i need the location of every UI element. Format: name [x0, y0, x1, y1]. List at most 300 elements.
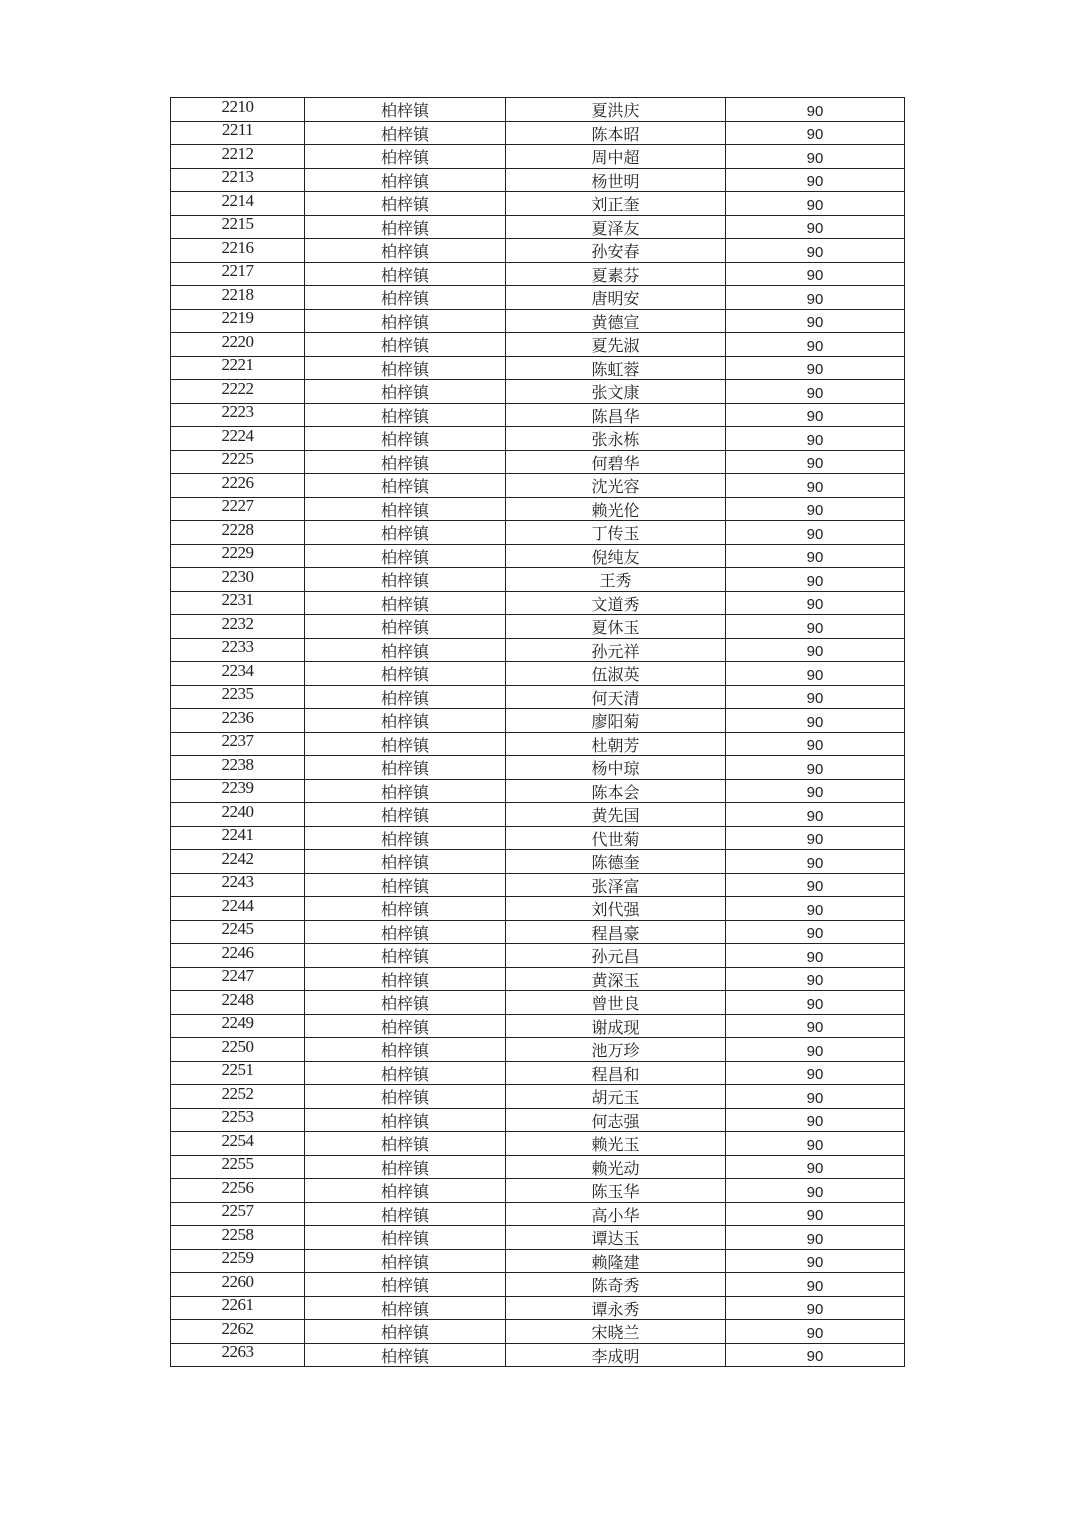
- person-name-cell: [506, 709, 726, 733]
- row-number-cell: [171, 1320, 305, 1344]
- town-cell: [305, 1320, 506, 1344]
- town-name: 柏梓镇: [380, 970, 429, 990]
- town-cell: [305, 215, 506, 239]
- amount-cell: [726, 309, 905, 333]
- person-name: 李成明: [591, 1346, 640, 1366]
- table-row: [171, 826, 905, 850]
- town-cell: [305, 1343, 506, 1367]
- person-name-cell: [506, 850, 726, 874]
- person-name: 胡元玉: [591, 1088, 640, 1108]
- person-name: 陈奇秀: [591, 1276, 640, 1296]
- row-number: 2253: [221, 1108, 254, 1127]
- amount-cell: [726, 356, 905, 380]
- amount-value: 90: [806, 619, 824, 637]
- town-name: 柏梓镇: [380, 124, 429, 144]
- row-number-cell: [171, 967, 305, 991]
- amount-cell: [726, 803, 905, 827]
- row-number-cell: [171, 450, 305, 474]
- person-name: 曾世良: [591, 994, 640, 1014]
- row-number-cell: [171, 1249, 305, 1273]
- town-name: 柏梓镇: [380, 1088, 429, 1108]
- person-name-cell: [506, 1249, 726, 1273]
- table-row: [171, 497, 905, 521]
- amount-value: 90: [806, 1089, 824, 1107]
- table-row: [171, 380, 905, 404]
- row-number: 2243: [221, 873, 254, 892]
- town-name: 柏梓镇: [380, 641, 429, 661]
- town-cell: [305, 145, 506, 169]
- person-name: 孙元昌: [591, 947, 640, 967]
- person-name: 黄德宣: [591, 312, 640, 332]
- amount-value: 90: [806, 1183, 824, 1201]
- town-cell: [305, 638, 506, 662]
- table-row: [171, 239, 905, 263]
- row-number: 2248: [221, 990, 254, 1009]
- table-row: [171, 1343, 905, 1367]
- table-row: [171, 474, 905, 498]
- person-name-cell: [506, 756, 726, 780]
- town-cell: [305, 920, 506, 944]
- person-name: 陈虹蓉: [591, 359, 640, 379]
- person-name: 何碧华: [591, 453, 640, 473]
- amount-value: 90: [806, 267, 824, 285]
- amount-value: 90: [806, 314, 824, 332]
- row-number: 2219: [221, 309, 254, 328]
- row-number-cell: [171, 826, 305, 850]
- row-number: 2238: [221, 755, 254, 774]
- row-number-cell: [171, 286, 305, 310]
- town-cell: [305, 873, 506, 897]
- row-number-cell: [171, 1202, 305, 1226]
- row-number: 2255: [221, 1155, 254, 1174]
- town-cell: [305, 1108, 506, 1132]
- person-name-cell: [506, 1155, 726, 1179]
- town-name: 柏梓镇: [380, 1041, 429, 1061]
- town-name: 柏梓镇: [380, 1111, 429, 1131]
- amount-cell: [726, 1132, 905, 1156]
- table-row: [171, 568, 905, 592]
- amount-cell: [726, 732, 905, 756]
- amount-value: 90: [806, 596, 824, 614]
- amount-value: 90: [806, 737, 824, 755]
- row-number-cell: [171, 944, 305, 968]
- town-cell: [305, 991, 506, 1015]
- town-name: 柏梓镇: [380, 829, 429, 849]
- row-number: 2242: [221, 849, 254, 868]
- person-name-cell: [506, 732, 726, 756]
- amount-value: 90: [806, 572, 824, 590]
- person-name-cell: [506, 662, 726, 686]
- person-name: 夏洪庆: [591, 101, 640, 121]
- row-number-cell: [171, 591, 305, 615]
- table-row: [171, 168, 905, 192]
- town-cell: [305, 897, 506, 921]
- row-number: 2247: [221, 967, 254, 986]
- town-name: 柏梓镇: [380, 524, 429, 544]
- town-name: 柏梓镇: [380, 148, 429, 168]
- amount-value: 90: [806, 408, 824, 426]
- row-number-cell: [171, 544, 305, 568]
- table-row: [171, 1155, 905, 1179]
- table-row: [171, 1320, 905, 1344]
- town-name: 柏梓镇: [380, 594, 429, 614]
- person-name: 代世菊: [591, 829, 640, 849]
- table-row: [171, 1085, 905, 1109]
- table-row: [171, 1014, 905, 1038]
- person-name: 赖隆建: [591, 1252, 640, 1272]
- amount-cell: [726, 215, 905, 239]
- row-number: 2213: [221, 168, 254, 187]
- amount-cell: [726, 1179, 905, 1203]
- town-cell: [305, 779, 506, 803]
- amount-value: 90: [806, 807, 824, 825]
- town-cell: [305, 239, 506, 263]
- town-name: 柏梓镇: [380, 759, 429, 779]
- table-row: [171, 1179, 905, 1203]
- town-cell: [305, 427, 506, 451]
- amount-cell: [726, 1296, 905, 1320]
- amount-value: 90: [806, 1160, 824, 1178]
- row-number: 2232: [221, 614, 254, 633]
- person-name: 张永栋: [591, 430, 640, 450]
- amount-cell: [726, 521, 905, 545]
- row-number: 2259: [221, 1249, 254, 1268]
- person-name-cell: [506, 920, 726, 944]
- amount-value: 90: [806, 1348, 824, 1366]
- person-name: 夏先淑: [591, 336, 640, 356]
- amount-cell: [726, 333, 905, 357]
- amount-cell: [726, 239, 905, 263]
- row-number-cell: [171, 803, 305, 827]
- person-name-cell: [506, 1273, 726, 1297]
- row-number-cell: [171, 756, 305, 780]
- table-row: [171, 873, 905, 897]
- amount-cell: [726, 1108, 905, 1132]
- row-number-cell: [171, 1085, 305, 1109]
- row-number-cell: [171, 662, 305, 686]
- amount-value: 90: [806, 549, 824, 567]
- person-name-cell: [506, 1179, 726, 1203]
- amount-value: 90: [806, 478, 824, 496]
- row-number: 2251: [221, 1061, 254, 1080]
- town-cell: [305, 662, 506, 686]
- person-name: 丁传玉: [591, 524, 640, 544]
- town-name: 柏梓镇: [380, 994, 429, 1014]
- person-name: 廖阳菊: [591, 712, 640, 732]
- person-name-cell: [506, 262, 726, 286]
- table-row: [171, 1249, 905, 1273]
- amount-cell: [726, 1249, 905, 1273]
- amount-value: 90: [806, 1254, 824, 1272]
- row-number: 2241: [221, 826, 254, 845]
- person-name-cell: [506, 309, 726, 333]
- row-number: 2225: [221, 450, 254, 469]
- person-name: 陈本会: [591, 782, 640, 802]
- row-number: 2235: [221, 685, 254, 704]
- row-number: 2252: [221, 1084, 254, 1103]
- town-name: 柏梓镇: [380, 289, 429, 309]
- person-name-cell: [506, 168, 726, 192]
- town-name: 柏梓镇: [380, 876, 429, 896]
- amount-cell: [726, 591, 905, 615]
- table-row: [171, 850, 905, 874]
- amount-value: 90: [806, 1066, 824, 1084]
- row-number: 2246: [221, 943, 254, 962]
- town-cell: [305, 1179, 506, 1203]
- amount-cell: [726, 1038, 905, 1062]
- row-number-cell: [171, 1343, 305, 1367]
- amount-value: 90: [806, 878, 824, 896]
- town-cell: [305, 474, 506, 498]
- amount-value: 90: [806, 525, 824, 543]
- row-number-cell: [171, 568, 305, 592]
- row-number-cell: [171, 168, 305, 192]
- row-number-cell: [171, 1061, 305, 1085]
- row-number-cell: [171, 215, 305, 239]
- amount-cell: [726, 286, 905, 310]
- person-name-cell: [506, 497, 726, 521]
- town-cell: [305, 1226, 506, 1250]
- row-number: 2249: [221, 1014, 254, 1033]
- row-number: 2256: [221, 1178, 254, 1197]
- row-number-cell: [171, 1155, 305, 1179]
- row-number: 2254: [221, 1131, 254, 1150]
- town-name: 柏梓镇: [380, 1135, 429, 1155]
- town-cell: [305, 568, 506, 592]
- amount-cell: [726, 450, 905, 474]
- row-number: 2245: [221, 920, 254, 939]
- amount-cell: [726, 1202, 905, 1226]
- row-number: 2244: [221, 896, 254, 915]
- person-name: 赖光伦: [591, 500, 640, 520]
- row-number-cell: [171, 145, 305, 169]
- town-cell: [305, 756, 506, 780]
- table-row: [171, 286, 905, 310]
- amount-value: 90: [806, 1042, 824, 1060]
- person-name: 倪纯友: [591, 547, 640, 567]
- person-name-cell: [506, 215, 726, 239]
- row-number: 2216: [221, 238, 254, 257]
- town-cell: [305, 591, 506, 615]
- amount-value: 90: [806, 384, 824, 402]
- table-row: [171, 1296, 905, 1320]
- row-number-cell: [171, 685, 305, 709]
- person-name-cell: [506, 1226, 726, 1250]
- person-name: 何天清: [591, 688, 640, 708]
- town-name: 柏梓镇: [380, 500, 429, 520]
- table-row: [171, 803, 905, 827]
- amount-cell: [726, 850, 905, 874]
- row-number-cell: [171, 1179, 305, 1203]
- amount-value: 90: [806, 337, 824, 355]
- row-number-cell: [171, 1296, 305, 1320]
- row-number-cell: [171, 1014, 305, 1038]
- row-number: 2220: [221, 332, 254, 351]
- person-name-cell: [506, 615, 726, 639]
- person-name-cell: [506, 944, 726, 968]
- amount-cell: [726, 427, 905, 451]
- town-cell: [305, 521, 506, 545]
- table-row: [171, 145, 905, 169]
- person-name-cell: [506, 450, 726, 474]
- town-name: 柏梓镇: [380, 171, 429, 191]
- town-name: 柏梓镇: [380, 218, 429, 238]
- person-name-cell: [506, 474, 726, 498]
- row-number-cell: [171, 897, 305, 921]
- amount-value: 90: [806, 149, 824, 167]
- table-row: [171, 1038, 905, 1062]
- person-name-cell: [506, 427, 726, 451]
- table-row: [171, 991, 905, 1015]
- row-number-cell: [171, 98, 305, 122]
- town-name: 柏梓镇: [380, 359, 429, 379]
- town-name: 柏梓镇: [380, 195, 429, 215]
- amount-cell: [726, 380, 905, 404]
- row-number: 2228: [221, 520, 254, 539]
- amount-value: 90: [806, 784, 824, 802]
- town-name: 柏梓镇: [380, 101, 429, 121]
- town-name: 柏梓镇: [380, 1158, 429, 1178]
- person-name-cell: [506, 239, 726, 263]
- roster-table: [170, 97, 905, 1367]
- table-row: [171, 1273, 905, 1297]
- amount-value: 90: [806, 290, 824, 308]
- amount-value: 90: [806, 126, 824, 144]
- person-name-cell: [506, 286, 726, 310]
- amount-cell: [726, 1343, 905, 1367]
- person-name: 夏泽友: [591, 218, 640, 238]
- row-number: 2239: [221, 779, 254, 798]
- town-cell: [305, 1132, 506, 1156]
- town-name: 柏梓镇: [380, 1276, 429, 1296]
- table-row: [171, 215, 905, 239]
- person-name-cell: [506, 591, 726, 615]
- row-number: 2236: [221, 708, 254, 727]
- amount-value: 90: [806, 643, 824, 661]
- amount-cell: [726, 497, 905, 521]
- amount-cell: [726, 685, 905, 709]
- table-row: [171, 121, 905, 145]
- person-name-cell: [506, 1014, 726, 1038]
- row-number: 2237: [221, 732, 254, 751]
- town-cell: [305, 497, 506, 521]
- row-number: 2210: [221, 97, 254, 116]
- amount-value: 90: [806, 1324, 824, 1342]
- person-name-cell: [506, 521, 726, 545]
- person-name: 王秀: [599, 571, 632, 591]
- table-row: [171, 262, 905, 286]
- person-name-cell: [506, 803, 726, 827]
- table-row: [171, 709, 905, 733]
- row-number: 2250: [221, 1037, 254, 1056]
- table-row: [171, 756, 905, 780]
- row-number: 2234: [221, 661, 254, 680]
- amount-cell: [726, 262, 905, 286]
- amount-value: 90: [806, 666, 824, 684]
- town-cell: [305, 685, 506, 709]
- amount-value: 90: [806, 925, 824, 943]
- town-cell: [305, 168, 506, 192]
- person-name: 杨世明: [591, 171, 640, 191]
- amount-cell: [726, 403, 905, 427]
- amount-cell: [726, 1085, 905, 1109]
- town-name: 柏梓镇: [380, 547, 429, 567]
- town-name: 柏梓镇: [380, 1252, 429, 1272]
- table-row: [171, 98, 905, 122]
- town-name: 柏梓镇: [380, 782, 429, 802]
- table-row: [171, 967, 905, 991]
- town-name: 柏梓镇: [380, 1299, 429, 1319]
- row-number-cell: [171, 732, 305, 756]
- row-number-cell: [171, 1038, 305, 1062]
- town-name: 柏梓镇: [380, 735, 429, 755]
- row-number: 2262: [221, 1319, 254, 1338]
- person-name: 陈昌华: [591, 406, 640, 426]
- town-cell: [305, 1296, 506, 1320]
- table-row: [171, 591, 905, 615]
- town-cell: [305, 1202, 506, 1226]
- amount-value: 90: [806, 1277, 824, 1295]
- table-row: [171, 427, 905, 451]
- amount-cell: [726, 967, 905, 991]
- row-number: 2240: [221, 802, 254, 821]
- table-row: [171, 638, 905, 662]
- town-name: 柏梓镇: [380, 312, 429, 332]
- person-name-cell: [506, 1343, 726, 1367]
- row-number: 2261: [221, 1296, 254, 1315]
- person-name: 夏休玉: [591, 618, 640, 638]
- person-name-cell: [506, 380, 726, 404]
- town-name: 柏梓镇: [380, 1323, 429, 1343]
- table-row: [171, 662, 905, 686]
- table-row: [171, 544, 905, 568]
- row-number-cell: [171, 991, 305, 1015]
- person-name: 周中超: [591, 148, 640, 168]
- row-number-cell: [171, 309, 305, 333]
- row-number-cell: [171, 521, 305, 545]
- town-cell: [305, 1273, 506, 1297]
- row-number: 2222: [221, 379, 254, 398]
- amount-cell: [726, 1273, 905, 1297]
- town-name: 柏梓镇: [380, 1182, 429, 1202]
- amount-cell: [726, 991, 905, 1015]
- person-name: 伍淑英: [591, 665, 640, 685]
- row-number: 2257: [221, 1202, 254, 1221]
- row-number-cell: [171, 356, 305, 380]
- town-cell: [305, 1085, 506, 1109]
- row-number: 2218: [221, 285, 254, 304]
- amount-value: 90: [806, 431, 824, 449]
- town-cell: [305, 803, 506, 827]
- town-cell: [305, 732, 506, 756]
- roster-table-body: [171, 98, 905, 1367]
- town-name: 柏梓镇: [380, 853, 429, 873]
- table-row: [171, 1202, 905, 1226]
- amount-value: 90: [806, 502, 824, 520]
- amount-value: 90: [806, 220, 824, 238]
- town-name: 柏梓镇: [380, 806, 429, 826]
- row-number: 2231: [221, 591, 254, 610]
- amount-value: 90: [806, 690, 824, 708]
- row-number-cell: [171, 262, 305, 286]
- table-row: [171, 333, 905, 357]
- person-name-cell: [506, 873, 726, 897]
- person-name-cell: [506, 779, 726, 803]
- person-name-cell: [506, 826, 726, 850]
- amount-value: 90: [806, 1207, 824, 1225]
- row-number: 2212: [221, 144, 254, 163]
- town-cell: [305, 1061, 506, 1085]
